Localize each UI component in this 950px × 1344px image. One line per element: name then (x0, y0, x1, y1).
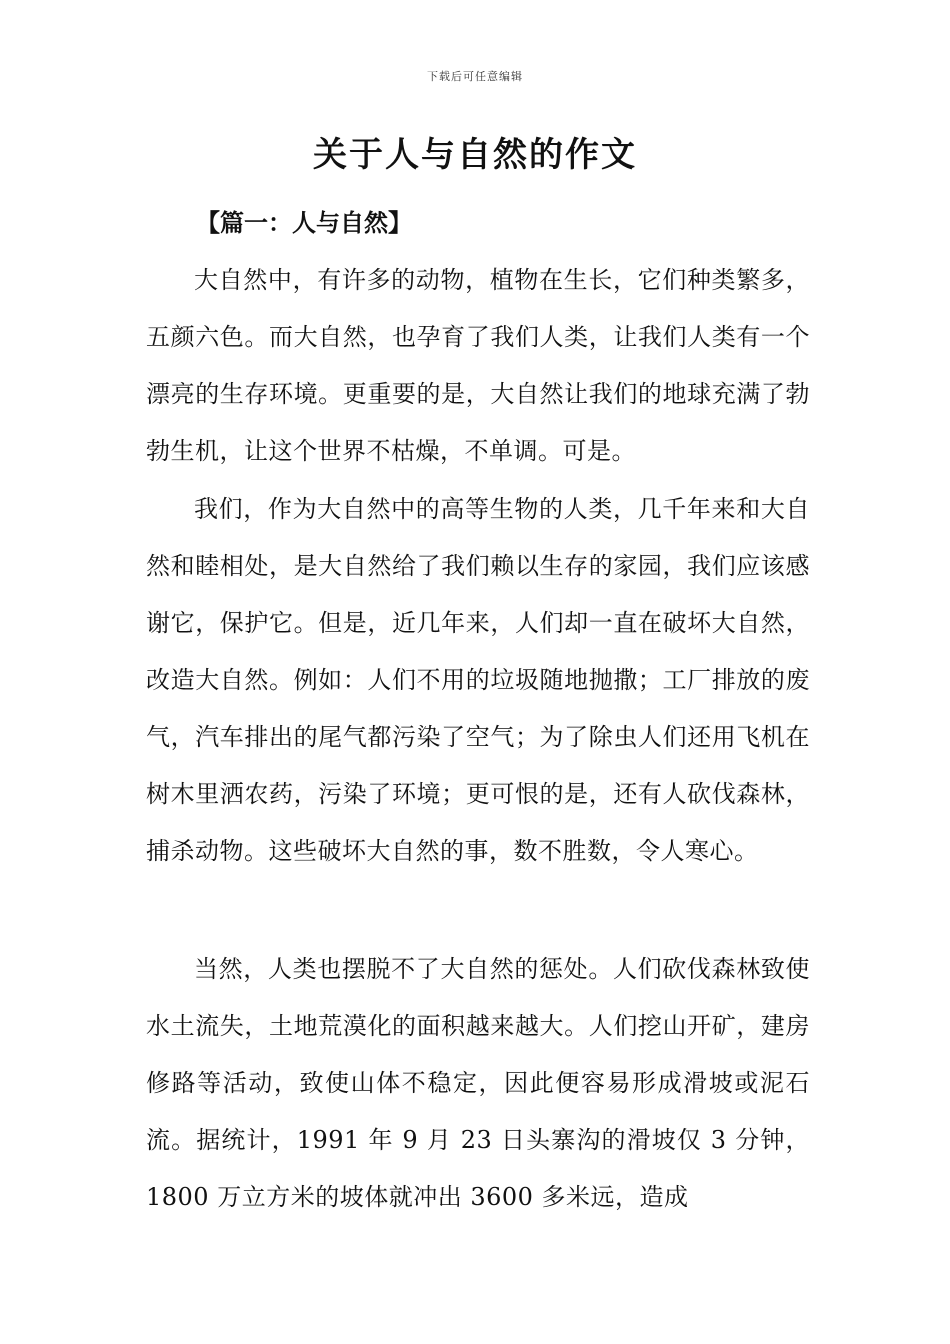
body-paragraph: 我们，作为大自然中的高等生物的人类，几千年来和大自然和睦相处，是大自然给了我们赖以生存的家园，我们应该感谢它，保护它。但是，近几年来，人们却一直在破坏大自然，改造大自然。例如：人们不用的垃圾随地抛撒；工厂排放的废气，汽车排出的尾气都污染了空气；为了除虫人们还用飞机在树木里洒农药，污染了环境；更可恨的是，还有人砍伐森林，捕杀动物。这些破坏大自然的事，数不胜数，令人寒心。 (146, 495, 810, 865)
body-paragraph-2-block (146, 481, 810, 880)
section-heading: 【篇一：人与自然】 (196, 208, 412, 237)
header-note: 下载后可任意编辑 (427, 70, 523, 83)
document-title: 关于人与自然的作文 (313, 135, 637, 175)
body-paragraph: 当然，人类也摆脱不了大自然的惩处。人们砍伐森林致使水土流失，土地荒漠化的面积越来越大。人们挖山开矿，建房修路等活动，致使山体不稳定，因此便容易形成滑坡或泥石流。据统计，1991 年 9 月 23 日头寨沟的滑坡仅 3 分钟，1800 万立方米的坡体就冲出 3600 多米远，造成 (146, 955, 810, 1211)
body-paragraph: 大自然中，有许多的动物，植物在生长，它们种类繁多，五颜六色。而大自然，也孕育了我们人类，让我们人类有一个漂亮的生存环境。更重要的是，大自然让我们的地球充满了勃勃生机，让这个世界不枯燥，不单调。可是。 (146, 266, 810, 465)
body-paragraph-1-block (146, 252, 810, 480)
body-paragraph-3-block (146, 941, 810, 1226)
